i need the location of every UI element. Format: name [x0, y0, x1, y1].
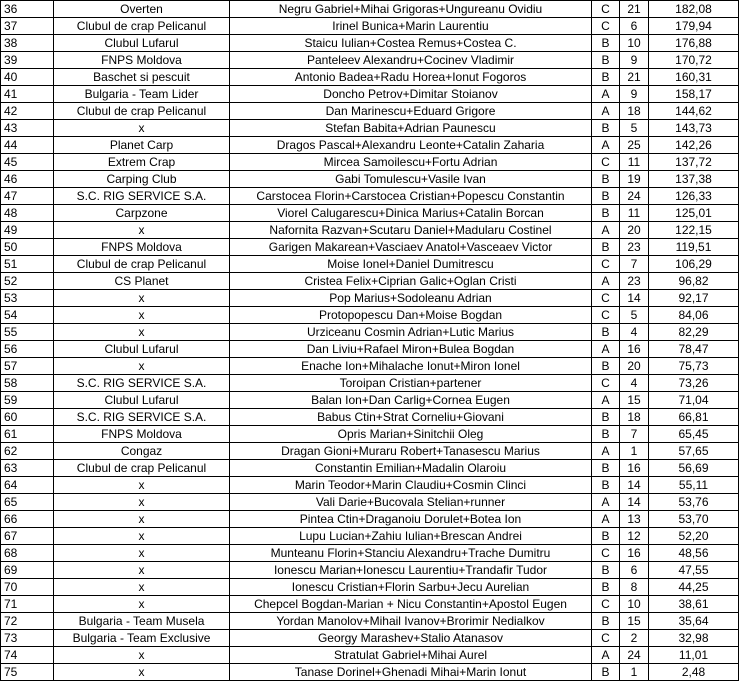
team-cell: x — [54, 494, 230, 511]
sector-cell: B — [592, 477, 620, 494]
stand-cell: 2 — [620, 630, 649, 647]
team-cell: x — [54, 307, 230, 324]
table-row — [1, 613, 739, 630]
weight-cell: 160,31 — [649, 69, 739, 86]
sector-cell: B — [592, 613, 620, 630]
table-row — [1, 290, 739, 307]
table-row — [1, 52, 739, 69]
team-cell: x — [54, 290, 230, 307]
team-cell: CS Planet — [54, 273, 230, 290]
table-row — [1, 137, 739, 154]
stand-cell: 24 — [620, 188, 649, 205]
rank-cell: 46 — [1, 171, 54, 188]
sector-cell: A — [592, 511, 620, 528]
weight-cell: 122,15 — [649, 222, 739, 239]
table-row — [1, 35, 739, 52]
sector-cell: A — [592, 443, 620, 460]
table-row — [1, 205, 739, 222]
team-cell: x — [54, 647, 230, 664]
team-cell: Bulgaria - Team Lider — [54, 86, 230, 103]
team-cell: Overten — [54, 1, 230, 18]
rank-cell: 41 — [1, 86, 54, 103]
stand-cell: 4 — [620, 324, 649, 341]
sector-cell: C — [592, 630, 620, 647]
weight-cell: 65,45 — [649, 426, 739, 443]
anglers-cell: Ionescu Marian+Ionescu Laurentiu+Trandafir Tudor — [230, 562, 592, 579]
sector-cell: A — [592, 273, 620, 290]
rank-cell: 50 — [1, 239, 54, 256]
weight-cell: 106,29 — [649, 256, 739, 273]
weight-cell: 92,17 — [649, 290, 739, 307]
table-row — [1, 477, 739, 494]
weight-cell: 53,76 — [649, 494, 739, 511]
team-cell: Extrem Crap — [54, 154, 230, 171]
stand-cell: 14 — [620, 494, 649, 511]
table-row — [1, 324, 739, 341]
stand-cell: 16 — [620, 460, 649, 477]
weight-cell: 48,56 — [649, 545, 739, 562]
sector-cell: C — [592, 290, 620, 307]
rank-cell: 51 — [1, 256, 54, 273]
stand-cell: 18 — [620, 409, 649, 426]
stand-cell: 14 — [620, 290, 649, 307]
stand-cell: 16 — [620, 545, 649, 562]
sector-cell: B — [592, 562, 620, 579]
anglers-cell: Balan Ion+Dan Carlig+Cornea Eugen — [230, 392, 592, 409]
weight-cell: 176,88 — [649, 35, 739, 52]
stand-cell: 25 — [620, 137, 649, 154]
rank-cell: 62 — [1, 443, 54, 460]
table-row — [1, 239, 739, 256]
stand-cell: 11 — [620, 205, 649, 222]
anglers-cell: Mircea Samoilescu+Fortu Adrian — [230, 154, 592, 171]
rank-cell: 38 — [1, 35, 54, 52]
weight-cell: 38,61 — [649, 596, 739, 613]
rank-cell: 67 — [1, 528, 54, 545]
table-row — [1, 120, 739, 137]
sector-cell: B — [592, 188, 620, 205]
team-cell: S.C. RIG SERVICE S.A. — [54, 375, 230, 392]
team-cell: Carping Club — [54, 171, 230, 188]
table-row — [1, 256, 739, 273]
rank-cell: 56 — [1, 341, 54, 358]
rank-cell: 74 — [1, 647, 54, 664]
sector-cell: B — [592, 120, 620, 137]
stand-cell: 19 — [620, 171, 649, 188]
rank-cell: 60 — [1, 409, 54, 426]
sector-cell: B — [592, 35, 620, 52]
stand-cell: 18 — [620, 103, 649, 120]
sector-cell: A — [592, 392, 620, 409]
stand-cell: 6 — [620, 562, 649, 579]
weight-cell: 52,20 — [649, 528, 739, 545]
table-row — [1, 511, 739, 528]
anglers-cell: Tanase Dorinel+Ghenadi Mihai+Marin Ionut — [230, 664, 592, 681]
stand-cell: 8 — [620, 579, 649, 596]
team-cell: x — [54, 324, 230, 341]
team-cell: x — [54, 528, 230, 545]
weight-cell: 32,98 — [649, 630, 739, 647]
team-cell: Carpzone — [54, 205, 230, 222]
sector-cell: B — [592, 409, 620, 426]
table-row — [1, 647, 739, 664]
anglers-cell: Protopopescu Dan+Moise Bogdan — [230, 307, 592, 324]
sector-cell: C — [592, 375, 620, 392]
stand-cell: 16 — [620, 341, 649, 358]
table-row — [1, 273, 739, 290]
sector-cell: B — [592, 460, 620, 477]
rank-cell: 71 — [1, 596, 54, 613]
stand-cell: 5 — [620, 120, 649, 137]
weight-cell: 137,38 — [649, 171, 739, 188]
rank-cell: 61 — [1, 426, 54, 443]
rank-cell: 70 — [1, 579, 54, 596]
weight-cell: 137,72 — [649, 154, 739, 171]
table-row — [1, 494, 739, 511]
table-row — [1, 664, 739, 681]
rank-cell: 57 — [1, 358, 54, 375]
sector-cell: A — [592, 103, 620, 120]
team-cell: FNPS Moldova — [54, 426, 230, 443]
anglers-cell: Panteleev Alexandru+Cocinev Vladimir — [230, 52, 592, 69]
rank-cell: 52 — [1, 273, 54, 290]
table-row — [1, 545, 739, 562]
weight-cell: 96,82 — [649, 273, 739, 290]
sector-cell: A — [592, 647, 620, 664]
anglers-cell: Munteanu Florin+Stanciu Alexandru+Trache Dumitru — [230, 545, 592, 562]
table-row — [1, 630, 739, 647]
sector-cell: C — [592, 545, 620, 562]
sector-cell: C — [592, 256, 620, 273]
stand-cell: 1 — [620, 443, 649, 460]
rank-cell: 58 — [1, 375, 54, 392]
anglers-cell: Moise Ionel+Daniel Dumitrescu — [230, 256, 592, 273]
rank-cell: 66 — [1, 511, 54, 528]
weight-cell: 11,01 — [649, 647, 739, 664]
stand-cell: 6 — [620, 18, 649, 35]
team-cell: Clubul Lufarul — [54, 392, 230, 409]
anglers-cell: Pop Marius+Sodoleanu Adrian — [230, 290, 592, 307]
stand-cell: 20 — [620, 222, 649, 239]
stand-cell: 14 — [620, 477, 649, 494]
rank-cell: 59 — [1, 392, 54, 409]
sector-cell: A — [592, 222, 620, 239]
anglers-cell: Gabi Tomulescu+Vasile Ivan — [230, 171, 592, 188]
team-cell: Clubul Lufarul — [54, 341, 230, 358]
team-cell: Baschet si pescuit — [54, 69, 230, 86]
rank-cell: 47 — [1, 188, 54, 205]
sector-cell: C — [592, 307, 620, 324]
team-cell: Bulgaria - Team Exclusive — [54, 630, 230, 647]
anglers-cell: Yordan Manolov+Mihail Ivanov+Brorimir Nedialkov — [230, 613, 592, 630]
anglers-cell: Nafornita Razvan+Scutaru Daniel+Madularu Costinel — [230, 222, 592, 239]
rank-cell: 37 — [1, 18, 54, 35]
anglers-cell: Babus Ctin+Strat Corneliu+Giovani — [230, 409, 592, 426]
weight-cell: 35,64 — [649, 613, 739, 630]
stand-cell: 5 — [620, 307, 649, 324]
rank-cell: 64 — [1, 477, 54, 494]
weight-cell: 179,94 — [649, 18, 739, 35]
anglers-cell: Lupu Lucian+Zahiu Iulian+Brescan Andrei — [230, 528, 592, 545]
anglers-cell: Negru Gabriel+Mihai Grigoras+Ungureanu Ovidiu — [230, 1, 592, 18]
anglers-cell: Opris Marian+Sinitchii Oleg — [230, 426, 592, 443]
anglers-cell: Viorel Calugarescu+Dinica Marius+Catalin Borcan — [230, 205, 592, 222]
anglers-cell: Enache Ion+Mihalache Ionut+Miron Ionel — [230, 358, 592, 375]
weight-cell: 170,72 — [649, 52, 739, 69]
stand-cell: 7 — [620, 256, 649, 273]
sector-cell: A — [592, 494, 620, 511]
anglers-cell: Ionescu Cristian+Florin Sarbu+Jecu Aurelian — [230, 579, 592, 596]
stand-cell: 9 — [620, 52, 649, 69]
team-cell: Planet Carp — [54, 137, 230, 154]
rank-cell: 42 — [1, 103, 54, 120]
anglers-cell: Dragos Pascal+Alexandru Leonte+Catalin Zaharia — [230, 137, 592, 154]
team-cell: Clubul de crap Pelicanul — [54, 460, 230, 477]
weight-cell: 57,65 — [649, 443, 739, 460]
weight-cell: 47,55 — [649, 562, 739, 579]
anglers-cell: Marin Teodor+Marin Claudiu+Cosmin Clinci — [230, 477, 592, 494]
anglers-cell: Vali Darie+Bucovala Stelian+runner — [230, 494, 592, 511]
weight-cell: 66,81 — [649, 409, 739, 426]
results-table-body — [1, 1, 739, 681]
table-row — [1, 222, 739, 239]
rank-cell: 69 — [1, 562, 54, 579]
anglers-cell: Toroipan Cristian+partener — [230, 375, 592, 392]
team-cell: x — [54, 120, 230, 137]
rank-cell: 44 — [1, 137, 54, 154]
table-row — [1, 528, 739, 545]
table-row — [1, 562, 739, 579]
anglers-cell: Pintea Ctin+Draganoiu Dorulet+Botea Ion — [230, 511, 592, 528]
team-cell: FNPS Moldova — [54, 239, 230, 256]
team-cell: x — [54, 579, 230, 596]
weight-cell: 144,62 — [649, 103, 739, 120]
anglers-cell: Stefan Babita+Adrian Paunescu — [230, 120, 592, 137]
stand-cell: 9 — [620, 86, 649, 103]
sector-cell: A — [592, 341, 620, 358]
stand-cell: 24 — [620, 647, 649, 664]
team-cell: Bulgaria - Team Musela — [54, 613, 230, 630]
team-cell: x — [54, 596, 230, 613]
sector-cell: B — [592, 664, 620, 681]
anglers-cell: Constantin Emilian+Madalin Olaroiu — [230, 460, 592, 477]
sector-cell: B — [592, 324, 620, 341]
rank-cell: 48 — [1, 205, 54, 222]
rank-cell: 43 — [1, 120, 54, 137]
stand-cell: 20 — [620, 358, 649, 375]
anglers-cell: Irinel Bunica+Marin Laurentiu — [230, 18, 592, 35]
stand-cell: 11 — [620, 154, 649, 171]
team-cell: S.C. RIG SERVICE S.A. — [54, 409, 230, 426]
weight-cell: 125,01 — [649, 205, 739, 222]
weight-cell: 84,06 — [649, 307, 739, 324]
weight-cell: 158,17 — [649, 86, 739, 103]
rank-cell: 55 — [1, 324, 54, 341]
sector-cell: C — [592, 596, 620, 613]
weight-cell: 2,48 — [649, 664, 739, 681]
rank-cell: 75 — [1, 664, 54, 681]
rank-cell: 73 — [1, 630, 54, 647]
sector-cell: C — [592, 154, 620, 171]
team-cell: x — [54, 358, 230, 375]
rank-cell: 65 — [1, 494, 54, 511]
stand-cell: 4 — [620, 375, 649, 392]
stand-cell: 1 — [620, 664, 649, 681]
stand-cell: 7 — [620, 426, 649, 443]
team-cell: Clubul de crap Pelicanul — [54, 103, 230, 120]
table-row — [1, 69, 739, 86]
stand-cell: 12 — [620, 528, 649, 545]
anglers-cell: Dan Liviu+Rafael Miron+Bulea Bogdan — [230, 341, 592, 358]
table-row — [1, 579, 739, 596]
anglers-cell: Urziceanu Cosmin Adrian+Lutic Marius — [230, 324, 592, 341]
weight-cell: 78,47 — [649, 341, 739, 358]
team-cell: S.C. RIG SERVICE S.A. — [54, 188, 230, 205]
sector-cell: B — [592, 528, 620, 545]
anglers-cell: Chepcel Bogdan-Marian + Nicu Constantin+Apostol Eugen — [230, 596, 592, 613]
anglers-cell: Stratulat Gabriel+Mihai Aurel — [230, 647, 592, 664]
rank-cell: 49 — [1, 222, 54, 239]
sector-cell: A — [592, 137, 620, 154]
table-row — [1, 443, 739, 460]
sector-cell: C — [592, 18, 620, 35]
weight-cell: 143,73 — [649, 120, 739, 137]
team-cell: Congaz — [54, 443, 230, 460]
rank-cell: 72 — [1, 613, 54, 630]
team-cell: x — [54, 545, 230, 562]
table-row — [1, 18, 739, 35]
rank-cell: 63 — [1, 460, 54, 477]
anglers-cell: Cristea Felix+Ciprian Galic+Oglan Cristi — [230, 273, 592, 290]
team-cell: x — [54, 562, 230, 579]
weight-cell: 82,29 — [649, 324, 739, 341]
rank-cell: 36 — [1, 1, 54, 18]
weight-cell: 182,08 — [649, 1, 739, 18]
weight-cell: 44,25 — [649, 579, 739, 596]
rank-cell: 39 — [1, 52, 54, 69]
stand-cell: 23 — [620, 239, 649, 256]
rank-cell: 53 — [1, 290, 54, 307]
weight-cell: 75,73 — [649, 358, 739, 375]
sector-cell: B — [592, 426, 620, 443]
table-row — [1, 188, 739, 205]
anglers-cell: Dragan Gioni+Muraru Robert+Tanasescu Marius — [230, 443, 592, 460]
team-cell: x — [54, 477, 230, 494]
weight-cell: 73,26 — [649, 375, 739, 392]
table-row — [1, 341, 739, 358]
weight-cell: 53,70 — [649, 511, 739, 528]
table-row — [1, 375, 739, 392]
weight-cell: 142,26 — [649, 137, 739, 154]
team-cell: x — [54, 664, 230, 681]
rank-cell: 54 — [1, 307, 54, 324]
sector-cell: B — [592, 239, 620, 256]
stand-cell: 23 — [620, 273, 649, 290]
table-row — [1, 596, 739, 613]
sector-cell: B — [592, 205, 620, 222]
anglers-cell: Georgy Marashev+Stalio Atanasov — [230, 630, 592, 647]
stand-cell: 15 — [620, 392, 649, 409]
sector-cell: B — [592, 171, 620, 188]
anglers-cell: Garigen Makarean+Vasciaev Anatol+Vasceaev Victor — [230, 239, 592, 256]
stand-cell: 10 — [620, 35, 649, 52]
rank-cell: 40 — [1, 69, 54, 86]
table-row — [1, 154, 739, 171]
table-row — [1, 171, 739, 188]
table-row — [1, 426, 739, 443]
rank-cell: 45 — [1, 154, 54, 171]
anglers-cell: Dan Marinescu+Eduard Grigore — [230, 103, 592, 120]
table-row — [1, 409, 739, 426]
table-row — [1, 1, 739, 18]
sector-cell: B — [592, 358, 620, 375]
team-cell: Clubul de crap Pelicanul — [54, 18, 230, 35]
stand-cell: 10 — [620, 596, 649, 613]
table-row — [1, 307, 739, 324]
team-cell: Clubul de crap Pelicanul — [54, 256, 230, 273]
sector-cell: B — [592, 579, 620, 596]
table-row — [1, 460, 739, 477]
table-row — [1, 86, 739, 103]
sector-cell: A — [592, 86, 620, 103]
table-row — [1, 392, 739, 409]
team-cell: x — [54, 222, 230, 239]
anglers-cell: Carstocea Florin+Carstocea Cristian+Popescu Constantin — [230, 188, 592, 205]
stand-cell: 13 — [620, 511, 649, 528]
stand-cell: 21 — [620, 1, 649, 18]
team-cell: FNPS Moldova — [54, 52, 230, 69]
anglers-cell: Doncho Petrov+Dimitar Stoianov — [230, 86, 592, 103]
anglers-cell: Staicu Iulian+Costea Remus+Costea C. — [230, 35, 592, 52]
table-row — [1, 103, 739, 120]
team-cell: x — [54, 511, 230, 528]
stand-cell: 15 — [620, 613, 649, 630]
weight-cell: 71,04 — [649, 392, 739, 409]
sector-cell: C — [592, 1, 620, 18]
table-row — [1, 358, 739, 375]
weight-cell: 55,11 — [649, 477, 739, 494]
rank-cell: 68 — [1, 545, 54, 562]
team-cell: Clubul Lufarul — [54, 35, 230, 52]
weight-cell: 119,51 — [649, 239, 739, 256]
stand-cell: 21 — [620, 69, 649, 86]
anglers-cell: Antonio Badea+Radu Horea+Ionut Fogoros — [230, 69, 592, 86]
sector-cell: B — [592, 52, 620, 69]
sector-cell: B — [592, 69, 620, 86]
weight-cell: 126,33 — [649, 188, 739, 205]
weight-cell: 56,69 — [649, 460, 739, 477]
